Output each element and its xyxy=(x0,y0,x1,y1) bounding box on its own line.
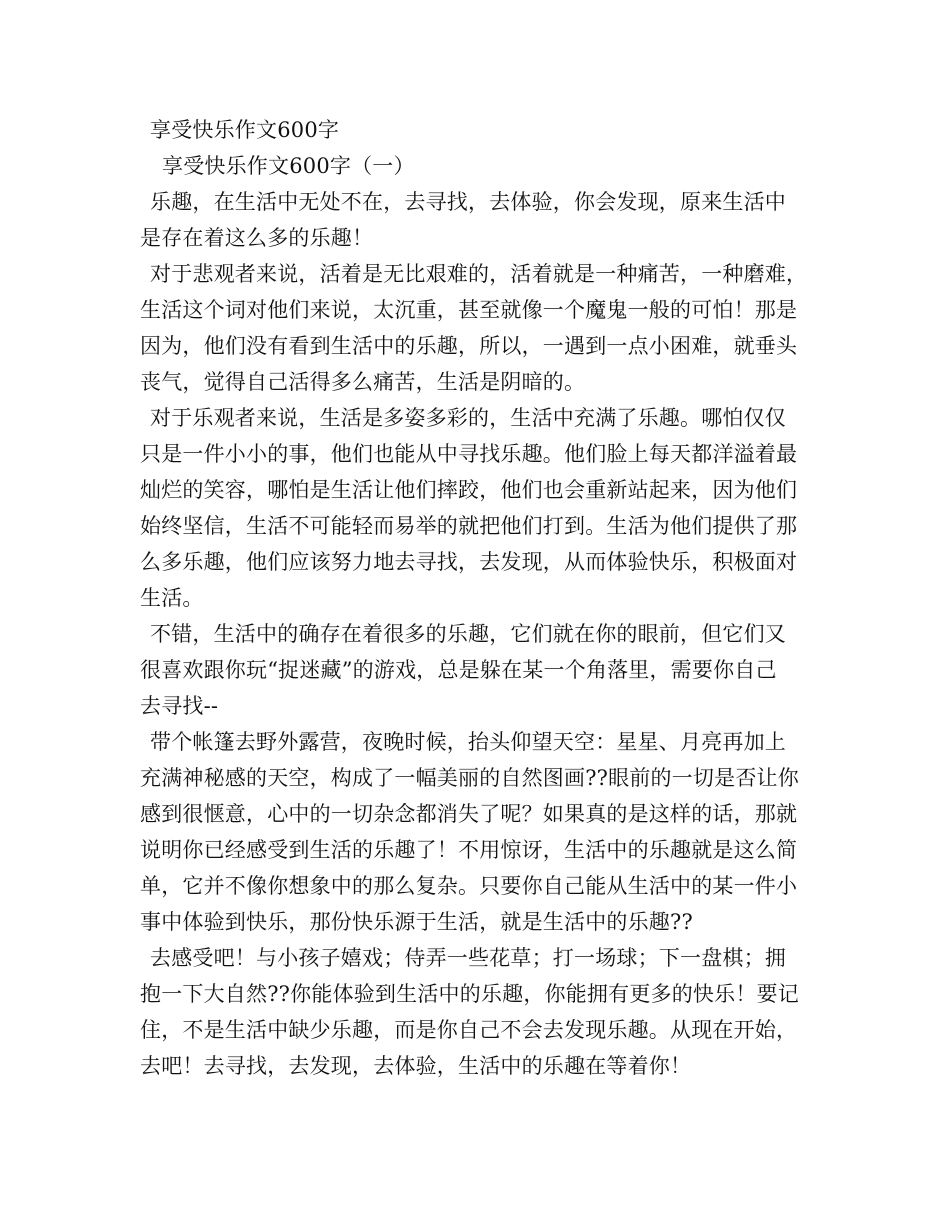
paragraph xyxy=(140,616,820,724)
paragraph xyxy=(140,184,820,256)
paragraph-line: 始终坚信，生活不可能轻而易举的就把他们打到。生活为他们提供了那 xyxy=(140,514,798,538)
paragraph-line: 感到很惬意，心中的一切杂念都消失了呢？如果真的是这样的话，那就 xyxy=(140,802,798,826)
paragraph-line: 乐趣，在生活中无处不在，去寻找，去体验，你会发现，原来生活中 xyxy=(150,190,786,214)
paragraph xyxy=(140,940,820,1084)
paragraph xyxy=(140,400,820,616)
paragraph-line: 去感受吧！与小孩子嬉戏；侍弄一些花草；打一场球；下一盘棋；拥 xyxy=(150,946,786,970)
paragraph-line: 生活这个词对他们来说，太沉重，甚至就像一个魔鬼一般的可怕！那是 xyxy=(140,298,798,322)
paragraph-line: 去寻找-- xyxy=(140,694,219,718)
paragraph xyxy=(140,724,820,940)
paragraph-line: 么多乐趣，他们应该努力地去寻找，去发现，从而体验快乐，积极面对 xyxy=(140,550,798,574)
paragraph-line: 只是一件小小的事，他们也能从中寻找乐趣。他们脸上每天都洋溢着最 xyxy=(140,442,798,466)
paragraph-line: 事中体验到快乐，那份快乐源于生活，就是生活中的乐趣?? xyxy=(140,910,693,934)
document-title: 享受快乐作文600字 xyxy=(150,118,340,142)
paragraph-line: 生活。 xyxy=(140,586,204,610)
paragraph-line: 对于乐观者来说，生活是多姿多彩的，生活中充满了乐趣。哪怕仅仅 xyxy=(150,406,786,430)
paragraph-line: 对于悲观者来说，活着是无比艰难的，活着就是一种痛苦，一种磨难， xyxy=(150,262,808,286)
paragraph-line: 不错，生活中的确存在着很多的乐趣，它们就在你的眼前，但它们又 xyxy=(150,622,786,646)
article-body xyxy=(140,112,820,1084)
paragraph-line: 说明你已经感受到生活的乐趣了！不用惊讶，生活中的乐趣就是这么简 xyxy=(140,838,798,862)
paragraph-line: 抱一下大自然??你能体验到生活中的乐趣，你能拥有更多的快乐！要记 xyxy=(140,982,799,1006)
paragraph-line: 住，不是生活中缺少乐趣，而是你自己不会去发现乐趣。从现在开始， xyxy=(140,1018,798,1042)
paragraph-line: 很喜欢跟你玩“捉迷藏”的游戏，总是躲在某一个角落里，需要你自己 xyxy=(140,658,777,682)
paragraph-line: 去吧！去寻找，去发现，去体验，生活中的乐趣在等着你！ xyxy=(140,1054,692,1078)
paragraph-line: 带个帐篷去野外露营，夜晚时候，抬头仰望天空：星星、月亮再加上 xyxy=(150,730,786,754)
paragraph-line: 灿烂的笑容，哪怕是生活让他们摔跤，他们也会重新站起来，因为他们 xyxy=(140,478,798,502)
section-title: 享受快乐作文600字（一） xyxy=(162,154,415,178)
paragraph-line: 因为，他们没有看到生活中的乐趣，所以，一遇到一点小困难，就垂头 xyxy=(140,334,798,358)
paragraph xyxy=(140,256,820,400)
paragraph-line: 单，它并不像你想象中的那么复杂。只要你自己能从生活中的某一件小 xyxy=(140,874,798,898)
paragraph-line: 是存在着这么多的乐趣！ xyxy=(140,226,374,250)
paragraph-line: 充满神秘感的天空，构成了一幅美丽的自然图画??眼前的一切是否让你 xyxy=(140,766,799,790)
paragraph-line: 丧气，觉得自己活得多么痛苦，生活是阴暗的。 xyxy=(140,370,586,394)
